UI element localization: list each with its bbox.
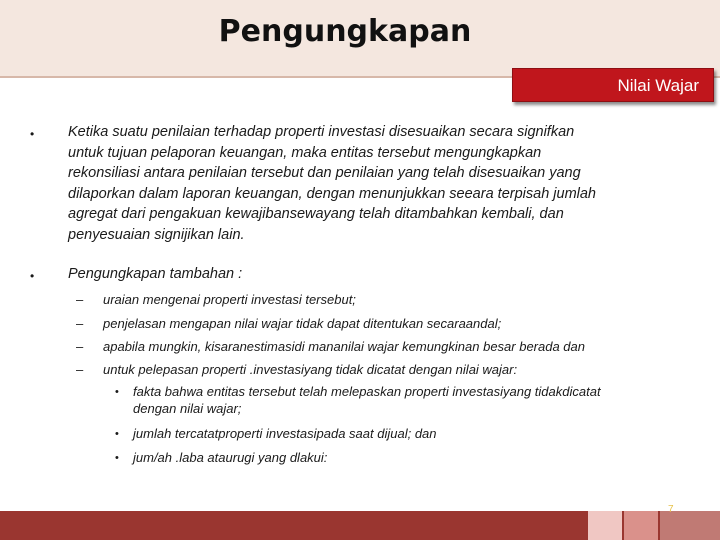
sub-item: penjelasan mengapan nilai wajar tidak dapat ditentukan secaraandal; — [103, 316, 502, 331]
sub-sub-item — [133, 425, 703, 442]
bullet-point: • — [115, 452, 119, 464]
bullet-point: • — [30, 127, 35, 141]
paragraph-2 — [68, 264, 688, 285]
section-badge: Nilai Wajar — [512, 68, 714, 102]
footer-block — [624, 511, 658, 540]
dash-marker: – — [76, 292, 84, 307]
bullet-point: • — [115, 386, 119, 398]
text-line: Pengungkapan tambahan : — [68, 266, 243, 282]
page-number: 7 — [668, 504, 674, 515]
text-line: penyesuaian signijikan lain. — [68, 226, 245, 243]
sub-item: apabila mungkin, kisaranestimasidi mananilai wajar kemungkinan besar berada dan — [103, 339, 585, 354]
text-line: agregat dari pengakuan kewajibansewayang telah ditambahkan kembali, dan — [68, 206, 564, 222]
dash-marker: – — [76, 339, 84, 354]
bullet-point: • — [115, 428, 119, 440]
text-line: jumlah tercatatproperti investasipada saat dijual; dan — [133, 426, 437, 441]
sub-sub-item — [133, 383, 703, 417]
text-line: rekonsiliasi antara penilaian tersebut dan penilaian yang telah disesuaikan yang — [68, 165, 581, 181]
paragraph-1 — [68, 122, 688, 245]
text-line: fakta bahwa entitas tersebut telah melepaskan properti investasiyang tidakdicatat — [133, 384, 601, 399]
sub-item: uraian mengenai properti investasi tersebut; — [103, 292, 356, 307]
bullet-point: • — [30, 269, 35, 283]
footer-block — [588, 511, 622, 540]
sub-sub-item — [133, 449, 703, 466]
text-line: dilaporkan dalam laporan keuangan, dengan menunjukkan seeara terpisah jumlah — [68, 185, 596, 202]
dash-marker: – — [76, 362, 84, 377]
footer-block — [660, 511, 720, 540]
text-line: Ketika suatu penilaian terhadap properti investasi disesuaikan secara signifkan — [68, 124, 575, 140]
text-line: untuk tujuan pelaporan keuangan, maka entitas tersebut mengungkapkan — [68, 144, 542, 161]
text-line: jum/ah .laba ataurugi yang dlakui: — [133, 450, 328, 465]
sub-item: untuk pelepasan properti .investasiyang tidak dicatat dengan nilai wajar: — [103, 362, 518, 377]
text-line: dengan nilai wajar; — [133, 401, 242, 416]
dash-marker: – — [76, 316, 84, 331]
slide-title: Pengungkapan — [218, 14, 472, 49]
